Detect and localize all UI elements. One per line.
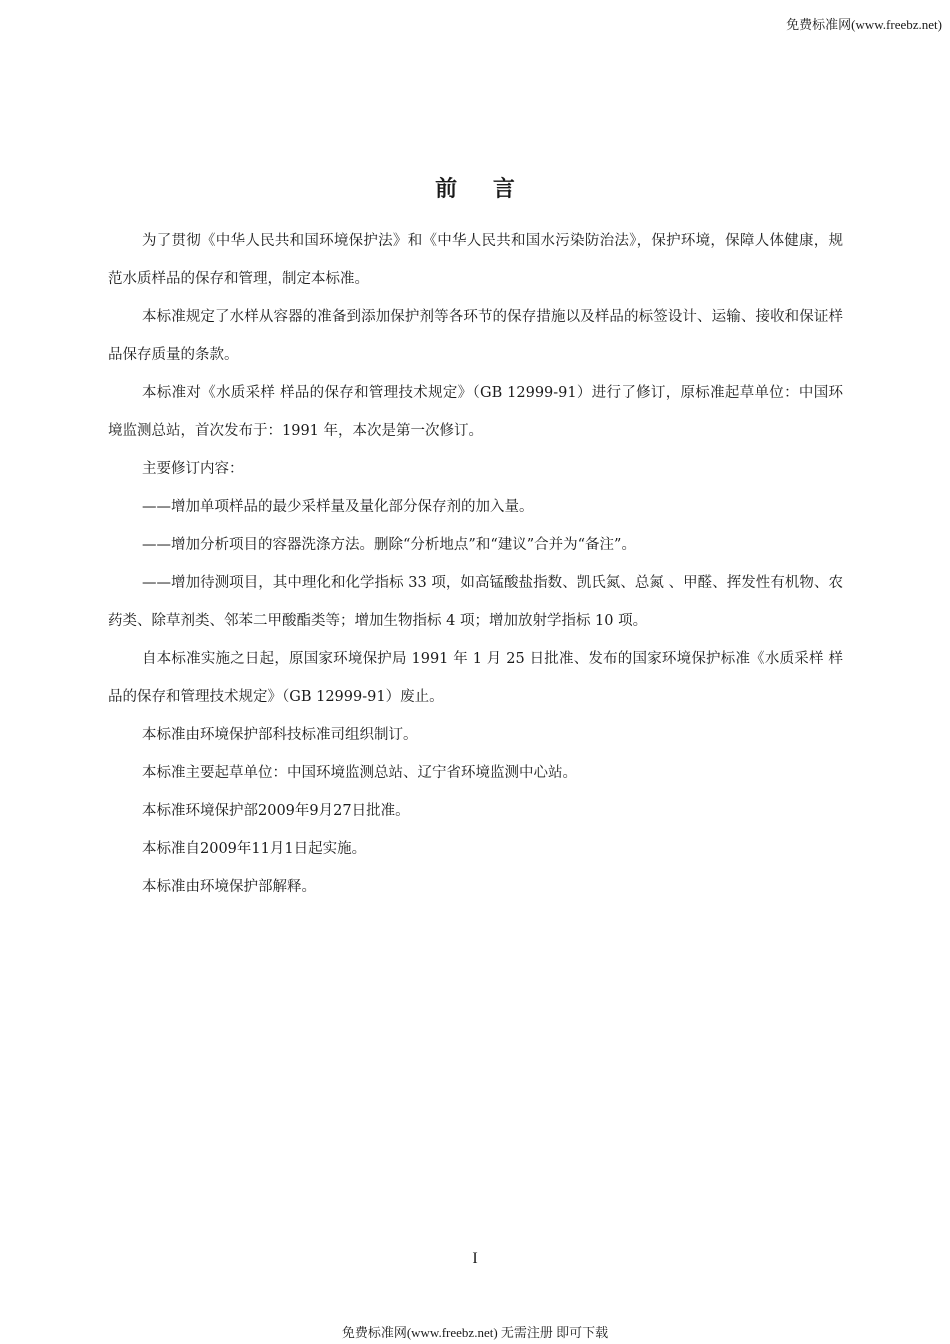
paragraph-scope: 本标准规定了水样从容器的准备到添加保护剂等各环节的保存措施以及样品的标签设计、运输、接收和保证样品保存质量的条款。 xyxy=(108,309,843,363)
paragraph-revision-item-2: ——增加分析项目的容器洗涤方法。删除“分析地点”和“建议”合并为“备注”。 xyxy=(142,537,636,553)
paragraph-approval-date: 本标准环境保护部2009年9月27日批准。 xyxy=(142,803,410,819)
paragraph-effective-date: 本标准自2009年11月1日起实施。 xyxy=(142,841,367,857)
header-source-note: 免费标准网(www.freebz.net) xyxy=(786,17,942,32)
paragraph-revision-item-1: ——增加单项样品的最少采样量及量化部分保存剂的加入量。 xyxy=(142,499,534,515)
paragraph-revision-item-3: ——增加待测项目，其中理化和化学指标 33 项，如高锰酸盐指数、凯氏氮、总氮 、甲醛、挥发性有机物、农药类、除草剂类、邻苯二甲酸酯类等；增加生物指标 4 项；增加放射学指标 10 项。 xyxy=(108,575,843,629)
paragraph-interpretation: 本标准由环境保护部解释。 xyxy=(142,879,316,895)
paragraph-organizer: 本标准由环境保护部科技标准司组织制订。 xyxy=(142,727,418,743)
paragraph-purpose: 为了贯彻《中华人民共和国环境保护法》和《中华人民共和国水污染防治法》，保护环境，保障人体健康，规范水质样品的保存和管理，制定本标准。 xyxy=(108,233,843,287)
page-title: 前 言 xyxy=(435,177,529,202)
paragraph-drafting-units: 本标准主要起草单位：中国环境监测总站、辽宁省环境监测中心站。 xyxy=(142,765,577,781)
paragraph-revision: 本标准对《水质采样 样品的保存和管理技术规定》（GB 12999-91）进行了修订，原标准起草单位：中国环境监测总站，首次发布于：1991 年，本次是第一次修订。 xyxy=(108,385,843,439)
footer-source-note: 免费标准网(www.freebz.net) 无需注册 即可下载 xyxy=(341,1325,609,1340)
document-body xyxy=(108,222,843,906)
page-number: I xyxy=(472,1250,478,1267)
paragraph-revision-heading: 主要修订内容： xyxy=(142,461,244,477)
paragraph-supersede: 自本标准实施之日起，原国家环境保护局 1991 年 1 月 25 日批准、发布的国家环境保护标准《水质采样 样品的保存和管理技术规定》（GB 12999-91）废止。 xyxy=(108,651,843,705)
